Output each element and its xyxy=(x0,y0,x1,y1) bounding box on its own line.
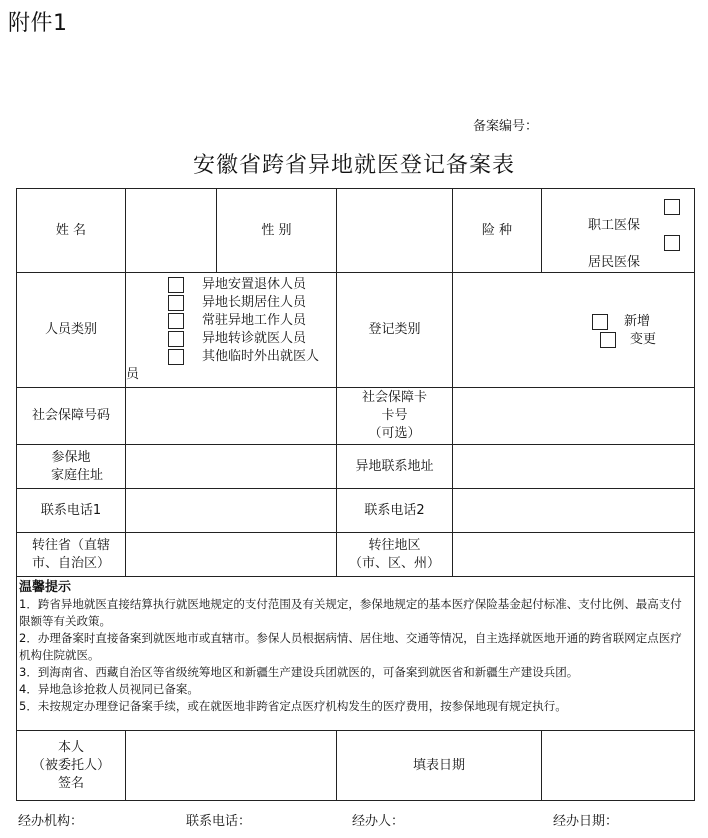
remote-address-label: 异地联系地址 xyxy=(337,445,453,489)
signature-label xyxy=(17,731,126,801)
notice-item: 2．办理备案时直接备案到就医地市或直辖市。参保人员根据病情、居住地、交通等情况，自主选择就医地开通的跨省联网定点医疗机构住院就医。 xyxy=(19,631,682,662)
temporary-out-checkbox[interactable] xyxy=(168,349,184,365)
resident-insurance-checkbox[interactable] xyxy=(664,235,680,251)
notice-item: 3．到海南省、西藏自治区等省级统筹地区和新疆生产建设兵团就医的，可备案到就医省和新疆生产建设兵团。 xyxy=(19,665,579,679)
remote-worker-label: 常驻异地工作人员 xyxy=(202,313,307,328)
transfer-province-label-line2: 市、自治区） xyxy=(31,555,110,571)
transfer-province-label xyxy=(17,533,126,577)
attachment-label: 附件1 xyxy=(8,11,68,36)
social-security-number-label: 社会保障号码 xyxy=(17,388,126,445)
temporary-out-label: 其他临时外出就医人 xyxy=(202,349,320,364)
person-category-options xyxy=(126,273,337,388)
handling-date-label: 经办日期： xyxy=(553,814,619,829)
transfer-province-label-line1: 转往省（直辖 xyxy=(31,537,110,553)
phone2-label: 联系电话2 xyxy=(337,489,453,533)
card-number-label-line3: （可选） xyxy=(368,426,421,441)
notice-item: 4．异地急诊抢救人员视同已备案。 xyxy=(19,682,199,696)
transfer-area-field[interactable] xyxy=(453,533,695,577)
fill-date-field[interactable] xyxy=(542,731,695,801)
phone1-field[interactable] xyxy=(126,489,337,533)
remote-address-field[interactable] xyxy=(453,445,695,489)
insurance-label: 险 种 xyxy=(453,189,542,273)
home-address-label-line2: 家庭住址 xyxy=(50,467,103,483)
notice-item: 5．未按规定办理登记备案手续，或在就医地非跨省定点医疗机构发生的医疗费用，按参保地现有规定执行。 xyxy=(19,699,567,713)
gender-label: 性 别 xyxy=(217,189,337,273)
transfer-province-field[interactable] xyxy=(126,533,337,577)
fill-date-label: 填表日期 xyxy=(337,731,542,801)
signature-label-line3: 签名 xyxy=(57,775,84,791)
record-number-label: 备案编号： xyxy=(473,119,539,134)
signature-field[interactable] xyxy=(126,731,337,801)
notice-item: 1．跨省异地就医直接结算执行就医地规定的支付范围及有关规定，参保地规定的基本医疗保险基金起付标准、支付比例、最高支付限额等有关政策。 xyxy=(19,597,682,628)
referral-patient-label: 异地转诊就医人员 xyxy=(202,331,307,346)
handler-label: 经办人： xyxy=(352,814,405,829)
notice-heading: 温馨提示 xyxy=(19,580,72,595)
transfer-area-label-line1: 转往地区 xyxy=(368,537,421,553)
person-category-label: 人员类别 xyxy=(17,273,126,388)
retired-relocated-label: 异地安置退休人员 xyxy=(202,277,307,292)
remote-worker-checkbox[interactable] xyxy=(168,313,184,329)
temporary-out-label-tail: 员 xyxy=(126,367,140,382)
agency-label: 经办机构： xyxy=(18,814,84,829)
home-address-label xyxy=(17,445,126,489)
social-security-number-field[interactable] xyxy=(126,388,337,445)
registration-type-label: 登记类别 xyxy=(337,273,453,388)
new-registration-label: 新增 xyxy=(624,314,651,329)
signature-label-line2: （被委托人） xyxy=(31,757,110,773)
referral-patient-checkbox[interactable] xyxy=(168,331,184,347)
employee-insurance-checkbox[interactable] xyxy=(664,199,680,215)
long-term-resident-label: 异地长期居住人员 xyxy=(202,295,307,310)
name-label: 姓 名 xyxy=(17,189,126,273)
resident-insurance-label: 居民医保 xyxy=(588,255,641,270)
transfer-area-label xyxy=(337,533,453,577)
card-number-label-line2: 卡号 xyxy=(381,408,408,423)
card-number-label-line1: 社会保障卡 xyxy=(361,390,427,405)
home-address-field[interactable] xyxy=(126,445,337,489)
new-registration-checkbox[interactable] xyxy=(592,314,608,330)
change-registration-label: 变更 xyxy=(630,332,657,347)
employee-insurance-label: 职工医保 xyxy=(588,218,641,233)
insurance-options xyxy=(542,189,695,273)
card-number-field[interactable] xyxy=(453,388,695,445)
retired-relocated-checkbox[interactable] xyxy=(168,277,184,293)
form-title: 安徽省跨省异地就医登记备案表 xyxy=(192,153,515,178)
phone1-label: 联系电话1 xyxy=(17,489,126,533)
name-field[interactable] xyxy=(126,189,217,273)
signature-label-line1: 本人 xyxy=(57,739,84,755)
transfer-area-label-line2: （市、区、州） xyxy=(348,555,440,571)
registration-form-table xyxy=(16,188,695,801)
long-term-resident-checkbox[interactable] xyxy=(168,295,184,311)
registration-type-options xyxy=(453,273,695,388)
phone2-field[interactable] xyxy=(453,489,695,533)
home-address-label-line1: 参保地 xyxy=(51,449,91,465)
card-number-label xyxy=(337,388,453,445)
agency-phone-label: 联系电话： xyxy=(186,814,252,829)
gender-field[interactable] xyxy=(337,189,453,273)
change-registration-checkbox[interactable] xyxy=(600,332,616,348)
notice-section xyxy=(17,577,695,731)
